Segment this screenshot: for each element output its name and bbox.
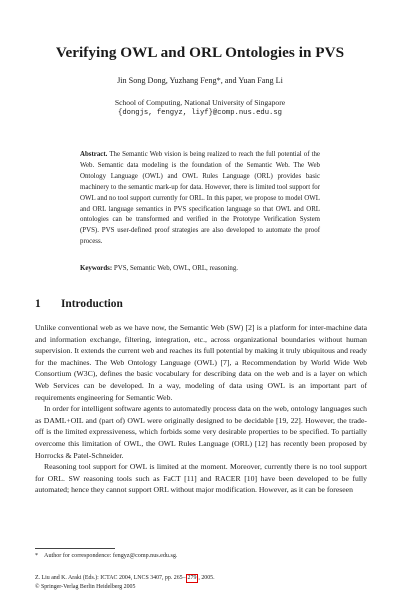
footnote-rule: [35, 548, 115, 549]
section-heading: [35, 298, 123, 310]
keywords-text: PVS, Semantic Web, OWL, ORL, reasoning.: [113, 265, 238, 272]
section-title: Introduction: [61, 298, 123, 310]
author-list: Jin Song Dong, Yuzhang Feng*, and Yuan Fang Li: [117, 76, 283, 85]
publication-imprint: [35, 574, 375, 591]
paragraph: In order for intelligent software agents to automatedly process data on the web, ontology languages such as DAML+OIL and (part of) OWL were originally designed to be decidable [19, 22]. However, the trade-off is the limited expressiveness, which forbids some very desirable properties to be specified. To partially overcome this limitation of OWL, the OWL Rules Language (ORL) [12] has recently been proposed by Horrocks & Patel-Schneider.: [35, 404, 367, 460]
footnote: [35, 552, 367, 560]
body-text: [35, 322, 367, 496]
citation-suffix: , 2005.: [198, 575, 215, 581]
abstract: [80, 150, 320, 248]
keywords: [80, 264, 320, 274]
citation-prefix: Z. Liu and K. Araki (Eds.): ICTAC 2004, LNCS 3407, pp. 265–: [35, 575, 186, 581]
page-end-link[interactable]: 279: [187, 575, 197, 581]
affiliation: [0, 98, 400, 118]
paragraph: Unlike conventional web as we have now, the Semantic Web (SW) [2] is a platform for inter-machine data and information exchange, filtering, integration, etc., across organizational boundaries without human supervision. It extends the current web and reaches its full potential by making it truly ubiquitous and ready for the machines. The Web Ontology Language (OWL) [7], a Recommendation by World Wide Web Consortium (W3C), defines the basic vocabulary for describing data on the web and is a layer on which Web Services can be developed. In a way, modeling of data using OWL is an important part of requirements engineering for Semantic Web.: [35, 323, 367, 402]
paper-title: Verifying OWL and ORL Ontologies in PVS: [55, 44, 345, 61]
author-emails: {dongjs, fengyz, liyf}@comp.nus.edu.sg: [118, 109, 282, 117]
copyright-line: © Springer-Verlag Berlin Heidelberg 2005: [35, 584, 136, 590]
footnote-text: Author for correspondence: fengyz@comp.nus.edu.sg.: [44, 553, 178, 559]
institution: School of Computing, National University of Singapore: [114, 98, 286, 107]
abstract-text: The Semantic Web vision is being realized to reach the full potential of the Web. Semantic data modeling is the foundation of the Semantic Web. The Web Ontology Language (OWL) and OWL Rules Language (ORL) provides basic machinery to the semantic mark-up for data. However, there is limited tool support for OWL and no tool support currently for ORL. In this paper, we propose to model OWL and ORL language semantics in PVS specification language so that OWL and ORL ontologies can be transformed and verified in the Prototype Verification System (PVS). PVS user-defined proof strategies are also developed to automate the proof process.: [80, 151, 320, 246]
abstract-label: Abstract.: [80, 151, 108, 158]
footnote-marker: *: [35, 553, 39, 559]
keywords-label: Keywords:: [80, 265, 113, 272]
section-number: 1: [35, 298, 41, 310]
citation-line: [35, 574, 375, 583]
paragraph: Reasoning tool support for OWL is limited at the moment. Moreover, currently there is no tool support for ORL. SW reasoning tools such as FaCT [11] and RACER [10] have been developed to be fully automated; hence they cannot support ORL without major modification. However, as it can be foreseen: [35, 462, 367, 495]
